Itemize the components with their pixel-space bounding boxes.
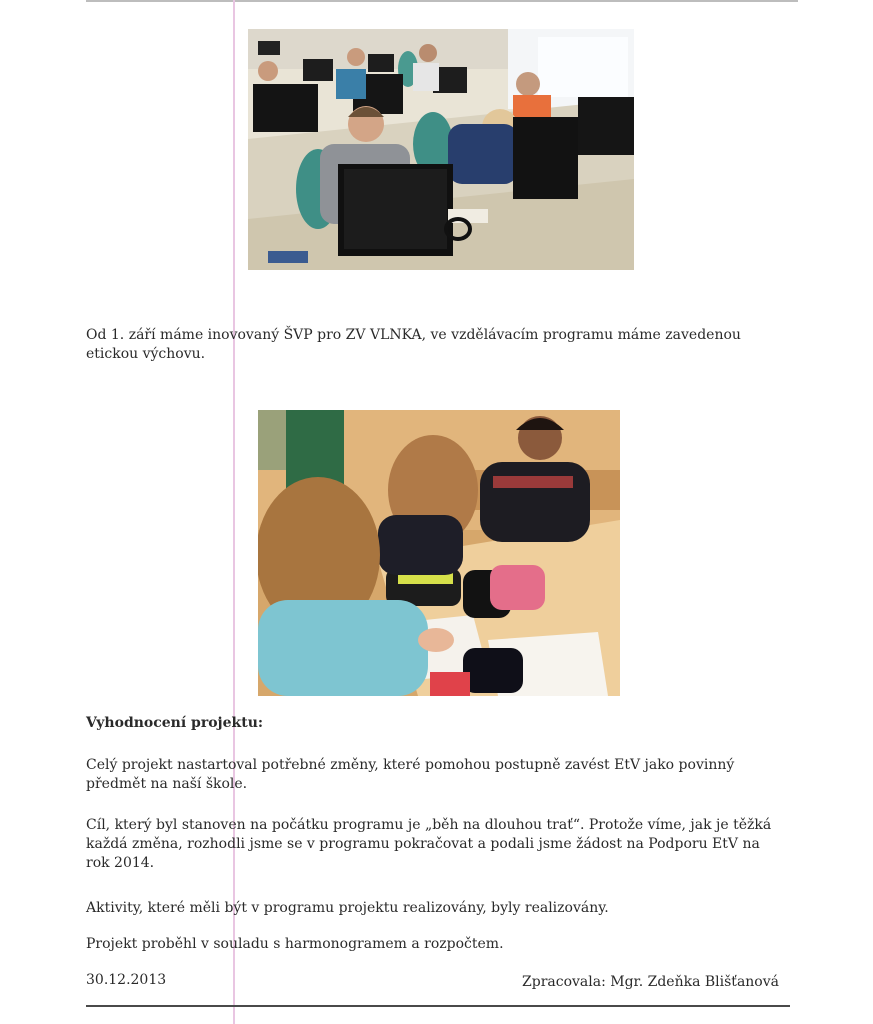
- top-rule: [86, 0, 798, 2]
- evaluation-paragraph-4: Projekt proběhl v souladu s harmonogramem a rozpočtem.: [86, 936, 504, 952]
- footer-date: 30.12.2013: [86, 972, 167, 988]
- students-at-computers-photo: [248, 29, 634, 270]
- evaluation-paragraph-1: Celý projekt nastartoval potřebné změny, které pomohou postupně zavést EtV jako povinný předmět na naší škole.: [86, 757, 735, 792]
- evaluation-paragraph-3: Aktivity, které měli být v programu projektu realizovány, byly realizovány.: [86, 900, 609, 916]
- evaluation-paragraph-2: Cíl, který byl stanoven na počátku programu je „běh na dlouhou trať“. Protože víme, jak je těžká každá změna, rozhodli jsme se v programu pokračovat a podali jsme žádost na Podporu EtV na rok 2014.: [86, 817, 772, 871]
- evaluation-heading: Vyhodnocení projektu:: [86, 715, 264, 731]
- footer-author: Zpracovala: Mgr. Zdeňka Blišťanová: [522, 974, 779, 990]
- girls-writing-at-desk-photo: [258, 410, 620, 696]
- svp-paragraph: Od 1. září máme inovovaný ŠVP pro ZV VLNKA, ve vzdělávacím programu máme zavedenou etickou výchovu.: [86, 327, 741, 362]
- bottom-rule: [86, 1005, 790, 1007]
